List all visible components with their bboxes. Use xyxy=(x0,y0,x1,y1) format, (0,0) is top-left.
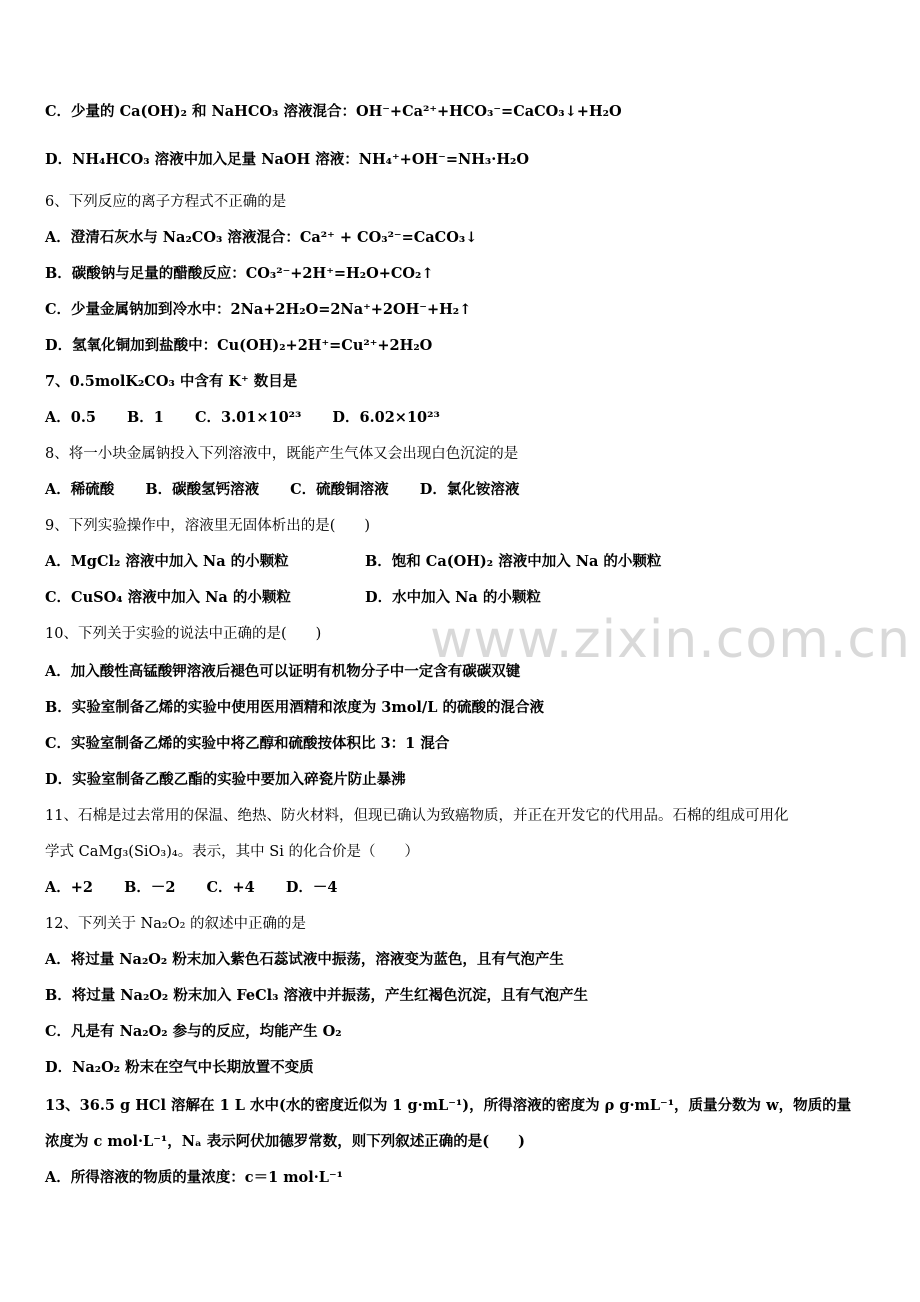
question-11-line-1: 11、石棉是过去常用的保温、绝热、防火材料，但现已确认为致癌物质，并正在开发它的代用品。石棉的组成可用化 xyxy=(45,808,789,824)
q11-options xyxy=(45,878,364,898)
q11-option-d: D．－4 xyxy=(285,879,338,896)
q11-option-a: A．+2 xyxy=(45,879,93,896)
question-9: 9、下列实验操作中，溶液里无固体析出的是( ) xyxy=(45,518,371,534)
q12-option-d: D．Na₂O₂ 粉末在空气中长期放置不变质 xyxy=(45,1059,314,1076)
q6-option-a: A．澄清石灰水与 Na₂CO₃ 溶液混合：Ca²⁺ + CO₃²⁻=CaCO₃↓ xyxy=(45,229,478,246)
watermark: www.zixin.com.cn xyxy=(430,610,911,670)
q6-option-d: D．氢氧化铜加到盐酸中：Cu(OH)₂+2H⁺=Cu²⁺+2H₂O xyxy=(45,337,433,354)
question-12: 12、下列关于 Na₂O₂ 的叙述中正确的是 xyxy=(45,916,307,932)
q5-option-d: D．NH₄HCO₃ 溶液中加入足量 NaOH 溶液：NH₄⁺+OH⁻=NH₃·H₂O xyxy=(45,151,530,168)
q7-option-d: D．6.02×10²³ xyxy=(332,409,440,426)
question-7: 7、0.5molK₂CO₃ 中含有 K⁺ 数目是 xyxy=(45,373,298,390)
question-13-line-1: 13、36.5 g HCl 溶解在 1 L 水中(水的密度近似为 1 g·mL⁻¹)，所得溶液的密度为 ρ g·mL⁻¹，质量分数为 w，物质的量 xyxy=(45,1097,852,1114)
q7-option-a: A．0.5 xyxy=(45,409,96,426)
q7-option-c: C．3.01×10²³ xyxy=(194,409,302,426)
question-11-line-2: 学式 CaMg₃(SiO₃)₄。表示，其中 Si 的化合价是（ ） xyxy=(45,844,419,860)
q8-option-b: B．碳酸氢钙溶液 xyxy=(145,481,260,498)
q7-options xyxy=(45,408,466,428)
q12-option-c: C．凡是有 Na₂O₂ 参与的反应，均能产生 O₂ xyxy=(45,1023,342,1040)
q9-option-c: C．CuSO₄ 溶液中加入 Na 的小颗粒 xyxy=(45,589,291,606)
question-8: 8、将一小块金属钠投入下列溶液中，既能产生气体又会出现白色沉淀的是 xyxy=(45,446,519,462)
question-6: 6、下列反应的离子方程式不正确的是 xyxy=(45,194,287,210)
q6-option-c: C．少量金属钠加到冷水中：2Na+2H₂O=2Na⁺+2OH⁻+H₂↑ xyxy=(45,301,472,318)
q13-option-a: A．所得溶液的物质的量浓度：c＝1 mol·L⁻¹ xyxy=(45,1169,343,1186)
q12-option-b: B．将过量 Na₂O₂ 粉末加入 FeCl₃ 溶液中并振荡，产生红褐色沉淀，且有气泡产生 xyxy=(45,987,589,1004)
q12-option-a: A．将过量 Na₂O₂ 粉末加入紫色石蕊试液中振荡，溶液变为蓝色，且有气泡产生 xyxy=(45,951,564,968)
q5-option-c: C．少量的 Ca(OH)₂ 和 NaHCO₃ 溶液混合：OH⁻+Ca²⁺+HCO₃⁻=CaCO₃↓+H₂O xyxy=(45,103,622,120)
q6-option-b: B．碳酸钠与足量的醋酸反应：CO₃²⁻+2H⁺=H₂O+CO₂↑ xyxy=(45,265,434,282)
q7-option-b: B．1 xyxy=(127,409,164,426)
q10-option-a: A．加入酸性高锰酸钾溶液后褪色可以证明有机物分子中一定含有碳碳双键 xyxy=(45,663,521,680)
question-10: 10、下列关于实验的说法中正确的是( ) xyxy=(45,626,322,642)
q8-option-a: A．稀硫酸 xyxy=(45,481,115,498)
q9-option-b: B．饱和 Ca(OH)₂ 溶液中加入 Na 的小颗粒 xyxy=(365,553,662,570)
question-13-line-2: 浓度为 c mol·L⁻¹，Nₐ 表示阿伏加德罗常数，则下列叙述正确的是( ) xyxy=(45,1133,525,1150)
q10-option-d: D．实验室制备乙酸乙酯的实验中要加入碎瓷片防止暴沸 xyxy=(45,771,406,788)
q9-option-a: A．MgCl₂ 溶液中加入 Na 的小颗粒 xyxy=(45,553,289,570)
q11-option-c: C．+4 xyxy=(206,879,255,896)
q10-option-c: C．实验室制备乙烯的实验中将乙醇和硫酸按体积比 3：1 混合 xyxy=(45,735,450,752)
q9-option-d: D．水中加入 Na 的小颗粒 xyxy=(365,589,541,606)
q10-option-b: B．实验室制备乙烯的实验中使用医用酒精和浓度为 3mol/L 的硫酸的混合液 xyxy=(45,699,544,716)
q11-option-b: B．－2 xyxy=(124,879,176,896)
q8-option-d: D．氯化铵溶液 xyxy=(419,481,520,498)
q8-options xyxy=(45,480,545,500)
q8-option-c: C．硫酸铜溶液 xyxy=(290,481,389,498)
